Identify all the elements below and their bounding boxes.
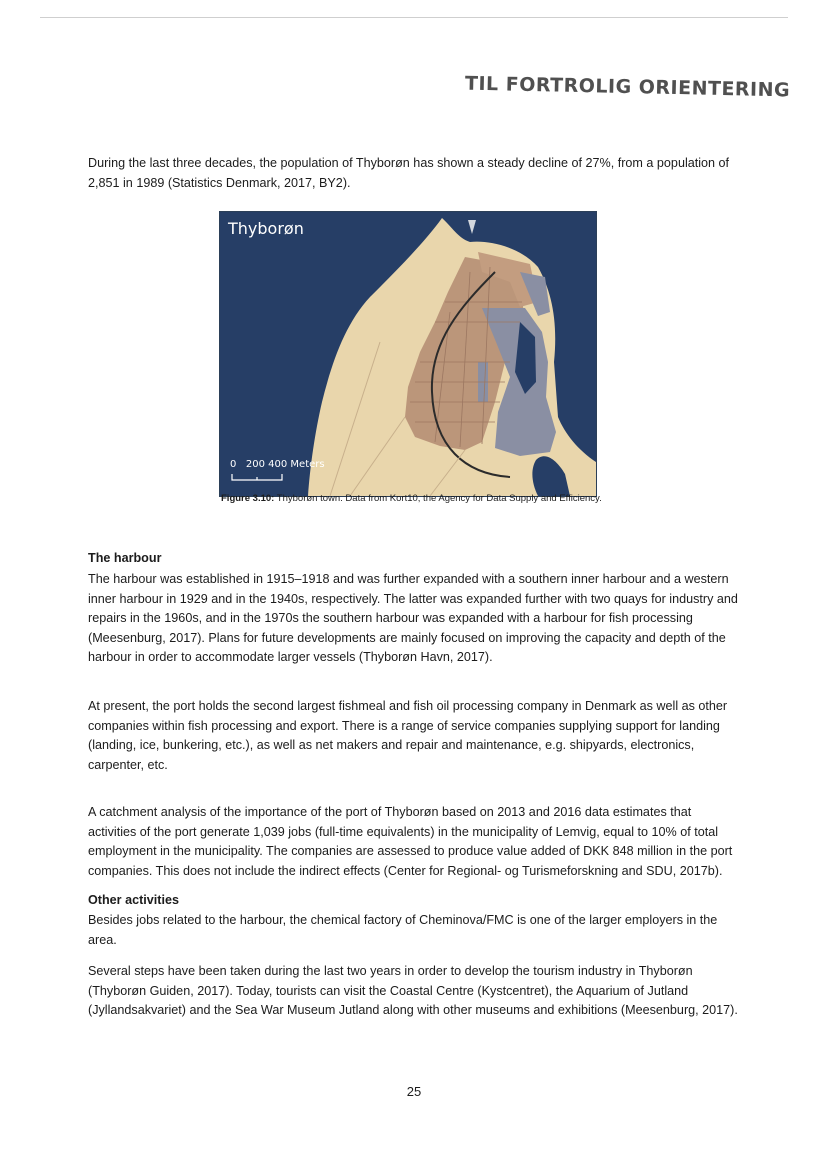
caption-label: Figure 3.10: [221, 493, 275, 504]
harbour-paragraph-3: A catchment analysis of the importance of the port of Thyborøn based on 2013 and 2016 data estimates that activities of the port generate 1,039 jobs (full-time equivalents) in the municipality of Lemvig, equal to 10% of total employment in the municipality. The companies are assessed to produce value added of DKK 848 million in the port companies. This does not include the indirect effects (Center for Regional- og Turismeforskning and SDU, 2017b). [88, 805, 733, 878]
caption-text: Thyborøn town. Data from Kort10, the Agency for Data Supply and Efficiency. [274, 493, 602, 504]
harbour-paragraph-1: The harbour was established in 1915–1918 and was further expanded with a southern inner harbour and a western inner harbour in 1929 and in the 1940s, respectively. The latter was expanded further with two quays for industry and repairs in the 1960s, and in the 1970s the southern harbour was expanded with a harbour for fish processing (Meesenburg, 2017). Plans for future developments are mainly focused on improving the capacity and depth of the harbour in order to accommodate larger vessels (Thyborøn Havn, 2017). [88, 572, 738, 664]
other-activities-heading: Other activities [88, 893, 179, 907]
thyboron-map [220, 212, 596, 496]
other-paragraph-1: Besides jobs related to the harbour, the chemical factory of Cheminova/FMC is one of the larger employers in the area. [88, 913, 718, 947]
scale-label: 0 200 400 Meters [230, 459, 325, 470]
pond [345, 401, 351, 407]
other-paragraph-2: Several steps have been taken during the last two years in order to develop the tourism industry in Thyborøn (Thyborøn Guiden, 2017). Today, tourists can visit the Coastal Centre (Kystcentret), the Aquarium of Jutland (Jyllandsakvariet) and the Sea War Museum Jutland along with other museums and exhibitions (Meesenburg, 2017). [88, 964, 738, 1017]
confidential-stamp: TIL FORTROLIG ORIENTERING [464, 72, 791, 102]
page-number: 25 [406, 1084, 422, 1099]
map-figure [219, 211, 597, 497]
harbour-paragraph-2: At present, the port holds the second largest fishmeal and fish oil processing company in Denmark as well as other companies within fish processing and export. There is a range of service companies supplying support for landing (landing, ice, bunkering, etc.), as well as net makers and repair and maintenance, e.g. shipyards, electronics, carpenter, etc. [88, 699, 728, 772]
figure-caption [221, 492, 621, 505]
intro-paragraph: During the last three decades, the population of Thyborøn has shown a steady decline of 27%, from a population of 2,851 in 1989 (Statistics Denmark, 2017, BY2). [88, 156, 730, 190]
map-title: Thyborøn [228, 219, 304, 238]
harbour-heading: The harbour [88, 551, 162, 565]
header-rule [40, 17, 788, 18]
